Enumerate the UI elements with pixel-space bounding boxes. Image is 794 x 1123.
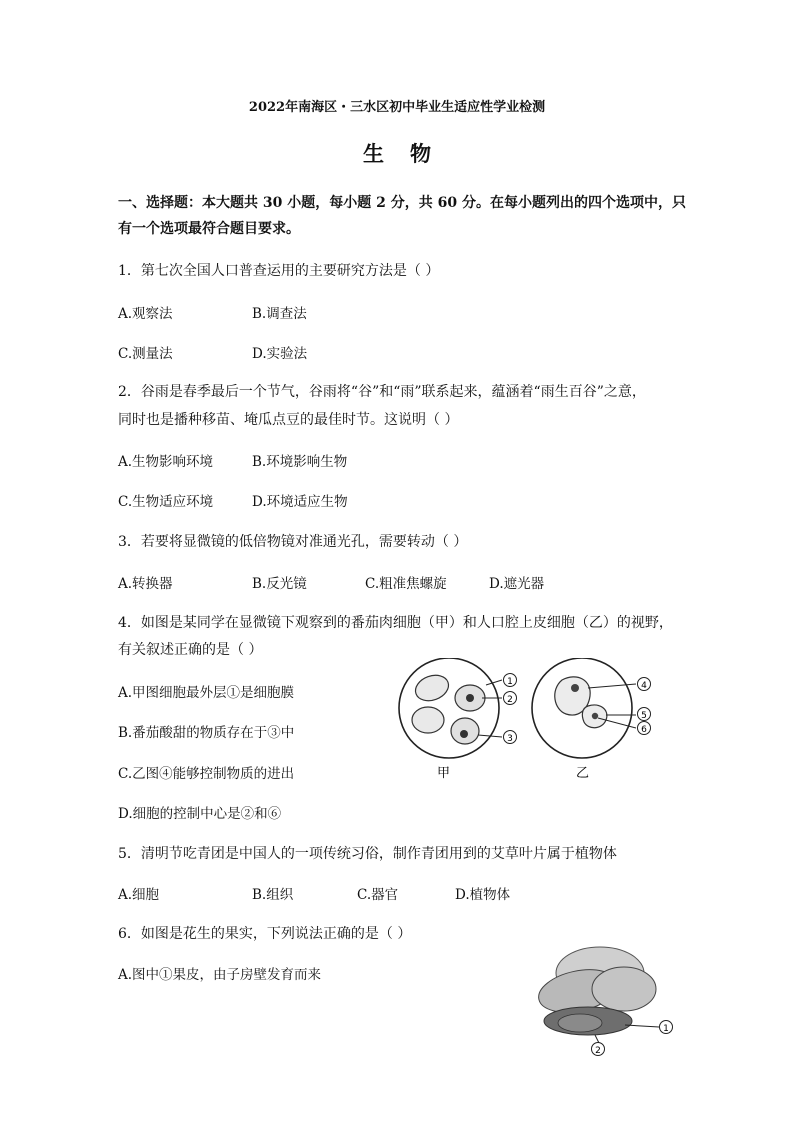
- q3-option-d: D.遮光器: [489, 576, 545, 592]
- question-2-stem-line2: 同时也是播种移苗、埯瓜点豆的最佳时节。这说明（ ）: [118, 412, 459, 428]
- question-2-stem-line1: 2．谷雨是春季最后一个节气，谷雨将“谷”和“雨”联系起来，蕴涵着“雨生百谷”之意，: [118, 384, 646, 400]
- svg-text:2: 2: [507, 695, 513, 705]
- q5-option-c: C.器官: [357, 887, 399, 903]
- question-4-stem-line1: 4．如图是某同学在显微镜下观察到的番茄肉细胞（甲）和人口腔上皮细胞（乙）的视野，: [118, 615, 673, 631]
- cell-nucleus: [466, 694, 474, 702]
- question-6-stem: 6．如图是花生的果实，下列说法正确的是（ ）: [118, 926, 412, 942]
- question-1-stem: 1．第七次全国人口普查运用的主要研究方法是（ ）: [118, 263, 440, 279]
- q4-option-d: D.细胞的控制中心是②和⑥: [118, 806, 282, 822]
- q4-option-c: C.乙图④能够控制物质的进出: [118, 766, 295, 782]
- q5-option-d: D.植物体: [455, 887, 511, 903]
- svg-text:5: 5: [641, 711, 647, 721]
- tomato-cell: [412, 707, 444, 733]
- svg-text:4: 4: [641, 681, 647, 691]
- cell-microscope-figure: [392, 658, 672, 784]
- q2-option-d: D.环境适应生物: [252, 494, 348, 510]
- peanut-figure: [520, 935, 680, 1060]
- q2-option-b: B.环境影响生物: [252, 454, 348, 470]
- view-circle-jia: [399, 658, 499, 758]
- question-5-stem: 5．清明节吃青团是中国人的一项传统习俗，制作青团用到的艾草叶片属于植物体: [118, 846, 617, 862]
- svg-text:2: 2: [595, 1046, 601, 1056]
- q3-option-a: A.转换器: [118, 576, 173, 592]
- q3-option-b: B.反光镜: [252, 576, 307, 592]
- question-4-stem-line2: 有关叙述正确的是（ ）: [118, 642, 263, 658]
- q4-option-b: B.番茄酸甜的物质存在于③中: [118, 725, 295, 741]
- peanut-seed: [558, 1014, 602, 1032]
- q4-option-a: A.甲图细胞最外层①是细胞膜: [118, 685, 295, 701]
- question-3-stem: 3．若要将显微镜的低倍物镜对准通光孔，需要转动（ ）: [118, 534, 468, 550]
- cell-nucleus: [592, 713, 598, 719]
- q2-option-a: A.生物影响环境: [118, 454, 214, 470]
- subject-title: 生物: [363, 141, 457, 166]
- q1-option-c: C.测量法: [118, 346, 173, 362]
- q1-option-d: D.实验法: [252, 346, 308, 362]
- q6-option-a: A.图中①果皮，由子房壁发育而来: [118, 967, 322, 983]
- q1-option-a: A.观察法: [118, 306, 173, 322]
- q3-option-c: C.粗准焦螺旋: [365, 576, 447, 592]
- cell-nucleus: [571, 684, 579, 692]
- svg-text:1: 1: [507, 677, 513, 687]
- svg-text:1: 1: [663, 1024, 669, 1034]
- q1-option-b: B.调查法: [252, 306, 307, 322]
- figure-label-jia: 甲: [437, 766, 451, 781]
- q5-option-b: B.组织: [252, 887, 294, 903]
- section-heading: 一、选择题：本大题共 30 小题，每小题 2 分，共 60 分。在每小题列出的四个选项中，只有一个选项最符合题目要求。: [118, 195, 686, 237]
- peanut-shell: [592, 967, 656, 1011]
- q5-option-a: A.细胞: [118, 887, 160, 903]
- q2-option-c: C.生物适应环境: [118, 494, 214, 510]
- svg-text:3: 3: [507, 734, 513, 744]
- exam-title: 2022年南海区・三水区初中毕业生适应性学业检测: [248, 100, 546, 115]
- svg-text:6: 6: [641, 725, 647, 735]
- figure-label-yi: 乙: [576, 766, 590, 781]
- cell-nucleus: [460, 730, 468, 738]
